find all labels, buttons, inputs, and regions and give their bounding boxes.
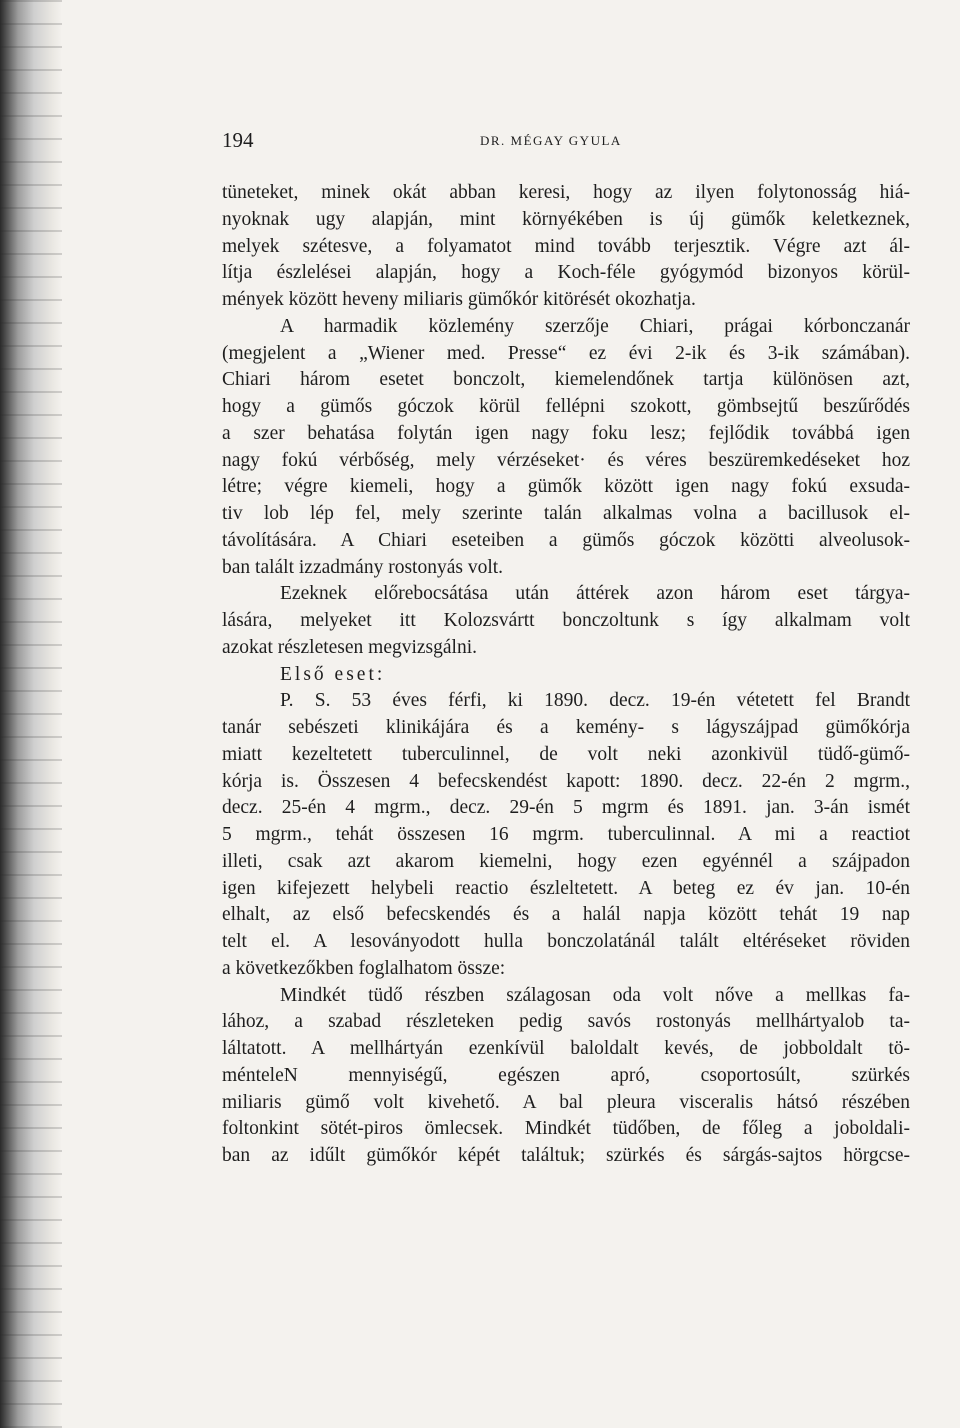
text-line: lához, a szabad részleteken pedig savós rostonyás mellhártyalob ta- [222,1011,910,1033]
text-line: a következőkben foglalhatom össze: [222,957,506,979]
text-line: távolítására. A Chiari eseteiben a gümős góczok közötti alveolusok- [222,529,910,551]
text-line: miliaris gümő volt kivehető. A bal pleura visceralis hátsó részében [222,1091,910,1113]
text-line: miatt kezeltetett tuberculinnel, de volt neki azonkivül tüdő-gümő- [222,743,910,765]
text-line: azokat részletesen megvizsgálni. [222,636,478,658]
text-line: kórja is. Összesen 4 befecskendést kapott: 1890. decz. 22-én 2 mgrm., [222,770,910,792]
text-line: Mindkét tüdő részben szálagosan oda volt nőve a mellkas fa- [280,984,910,1006]
section-heading: Első eset: [280,663,386,685]
book-binding-edge [0,0,62,1428]
text-line: Chiari három esetet bonczolt, kiemelendőnek tartja különösen azt, [222,369,910,391]
page-body [222,180,910,1170]
text-line: nyoknak ugy alapján, mint környékében is új gümők keletkeznek, [222,208,910,230]
page-header [222,128,910,158]
text-line: lására, melyeket itt Kolozsvártt bonczoltunk s így alkalmam volt [222,610,910,631]
text-line: decz. 25-én 4 mgrm., decz. 29-én 5 mgrm és 1891. jan. 3-án ismét [222,797,910,819]
page-number: 194 [222,128,254,152]
text-line: igen kifejezett helybeli reactio észleltetett. A beteg ez év jan. 10-én [222,877,910,899]
text-line: hogy a gümős góczok körül fellépni szokott, gömbsejtű beszűrődés [222,396,910,417]
text-line: ménteleN mennyiségű, egészen apró, csoportosúlt, szürkés [222,1064,910,1086]
text-line: A harmadik közlemény szerzője Chiari, prágai kórbonczanár [280,315,910,337]
text-line: ban az idűlt gümőkór képét találtuk; szürkés és sárgás-sajtos hörgcse- [222,1145,910,1166]
text-line: P. S. 53 éves férfi, ki 1890. decz. 19-én vétetett fel Brandt [280,690,910,712]
text-line: (megjelent a „Wiener med. Presse“ ez évi 2-ik és 3-ik számában). [222,342,910,364]
text-line: telt el. A lesoványodott hulla bonczolatánál talált eltéréseket röviden [222,931,910,952]
text-line: Ezeknek előrebocsátása után áttérek azon három eset tárgya- [280,583,910,605]
text-line: illeti, csak azt akarom kiemelni, hogy ezen egyénnél a szájpadon [222,850,910,872]
text-line: tanár sebészeti klinikájára és a kemény- s lágyszájpad gümőkórja [222,717,910,738]
running-head: DR. MÉGAY GYULA [480,133,622,148]
text-line: a szer behatása folytán igen nagy foku lesz; fejlődik továbbá igen [222,422,910,444]
text-line: láltatott. A mellhártyán ezenkívül baloldalt kevés, de jobboldalt tö- [222,1038,910,1059]
text-line: elhalt, az első befecskendés és a halál napja között tehát 19 nap [222,904,910,926]
text-line: 5 mgrm., tehát összesen 16 mgrm. tuberculinnal. A mi a reactiot [222,824,910,845]
text-line: tüneteket, minek okát abban keresi, hogy az ilyen folytonosság hiá- [222,182,910,203]
text-line: mények között heveny miliaris gümőkór kitörését okozhatja. [222,289,696,310]
text-line: tiv lob lép fel, mely szerinte talán alkalmas volna a bacillusok el- [222,503,910,524]
text-line: melyek szétesve, a folyamatot mind tovább terjesztik. Végre azt ál- [222,235,910,257]
text-line: ban talált izzadmány rostonyás volt. [222,556,504,578]
text-line: foltonkint sötét-piros ömlecsek. Mindkét tüdőben, de főleg a joboldali- [222,1118,910,1140]
text-line: nagy fokú vérbőség, mely vérzéseket· és véres beszüremkedéseket hoz [222,449,910,471]
text-line: lítja észlelései alapján, hogy a Koch-féle gyógymód bizonyos körül- [222,262,910,284]
text-line: létre; végre kiemeli, hogy a gümők között igen nagy fokú exsuda- [222,476,910,498]
